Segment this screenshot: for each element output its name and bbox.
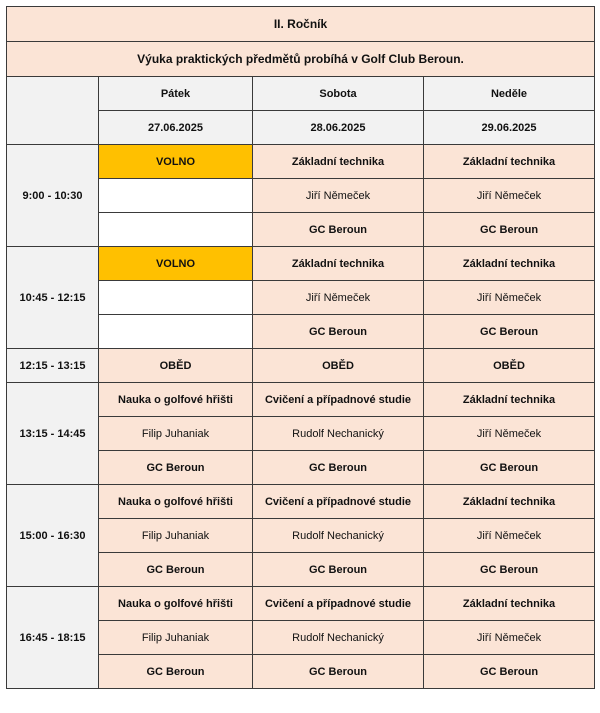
subject-cell: Nauka o golfové hřišti (99, 485, 253, 519)
location-cell: GC Beroun (253, 451, 424, 485)
time-slot-label: 9:00 - 10:30 (7, 145, 99, 247)
location-cell: GC Beroun (253, 553, 424, 587)
empty-cell (99, 213, 253, 247)
teacher-cell: Jiří Němeček (424, 179, 595, 213)
schedule-container (6, 6, 595, 689)
teacher-cell: Filip Juhaniak (99, 621, 253, 655)
schedule-subtitle: Výuka praktických předmětů probíhá v Golf Club Beroun. (7, 42, 595, 77)
subject-cell: Základní technika (424, 485, 595, 519)
lunch-cell: OBĚD (253, 349, 424, 383)
empty-cell (99, 179, 253, 213)
teacher-cell: Rudolf Nechanický (253, 621, 424, 655)
empty-cell (99, 315, 253, 349)
slot-row (7, 145, 595, 179)
subject-cell: Nauka o golfové hřišti (99, 587, 253, 621)
location-cell: GC Beroun (253, 213, 424, 247)
time-slot-label: 15:00 - 16:30 (7, 485, 99, 587)
day-name-sunday: Neděle (424, 77, 595, 111)
slot-row (7, 383, 595, 417)
teacher-cell: Rudolf Nechanický (253, 417, 424, 451)
time-slot-label: 13:15 - 14:45 (7, 383, 99, 485)
slot-row (7, 485, 595, 519)
subject-cell: Základní technika (424, 145, 595, 179)
day-name-friday: Pátek (99, 77, 253, 111)
slot-row (7, 247, 595, 281)
location-cell: GC Beroun (424, 451, 595, 485)
day-date-sunday: 29.06.2025 (424, 111, 595, 145)
day-name-saturday: Sobota (253, 77, 424, 111)
location-cell: GC Beroun (99, 655, 253, 689)
location-cell: GC Beroun (424, 553, 595, 587)
location-cell: GC Beroun (99, 451, 253, 485)
location-cell: GC Beroun (424, 315, 595, 349)
lunch-cell: OBĚD (424, 349, 595, 383)
time-slot-label: 12:15 - 13:15 (7, 349, 99, 383)
corner-cell (7, 77, 99, 145)
teacher-cell: Jiří Němeček (424, 519, 595, 553)
subject-cell: Základní technika (424, 587, 595, 621)
teacher-cell: Jiří Němeček (424, 281, 595, 315)
teacher-cell: Jiří Němeček (424, 621, 595, 655)
location-cell: GC Beroun (99, 553, 253, 587)
day-date-friday: 27.06.2025 (99, 111, 253, 145)
subject-cell: Základní technika (424, 383, 595, 417)
slot-row (7, 349, 595, 383)
teacher-cell: Jiří Němeček (253, 281, 424, 315)
teacher-cell: Jiří Němeček (424, 417, 595, 451)
teacher-cell: Filip Juhaniak (99, 417, 253, 451)
subject-cell: Cvičení a případnové studie (253, 485, 424, 519)
subject-cell: Základní technika (253, 247, 424, 281)
time-slot-label: 16:45 - 18:15 (7, 587, 99, 689)
schedule-table (6, 6, 595, 689)
teacher-cell: Jiří Němeček (253, 179, 424, 213)
location-cell: GC Beroun (253, 315, 424, 349)
teacher-cell: Filip Juhaniak (99, 519, 253, 553)
subject-cell: Nauka o golfové hřišti (99, 383, 253, 417)
free-cell: VOLNO (99, 145, 253, 179)
location-cell: GC Beroun (424, 213, 595, 247)
teacher-cell: Rudolf Nechanický (253, 519, 424, 553)
empty-cell (99, 281, 253, 315)
subject-cell: Základní technika (424, 247, 595, 281)
location-cell: GC Beroun (253, 655, 424, 689)
schedule-title: II. Ročník (7, 7, 595, 42)
free-cell: VOLNO (99, 247, 253, 281)
subject-cell: Cvičení a případnové studie (253, 383, 424, 417)
time-slot-label: 10:45 - 12:15 (7, 247, 99, 349)
lunch-cell: OBĚD (99, 349, 253, 383)
subject-cell: Cvičení a případnové studie (253, 587, 424, 621)
subject-cell: Základní technika (253, 145, 424, 179)
day-date-saturday: 28.06.2025 (253, 111, 424, 145)
slot-row (7, 587, 595, 621)
location-cell: GC Beroun (424, 655, 595, 689)
